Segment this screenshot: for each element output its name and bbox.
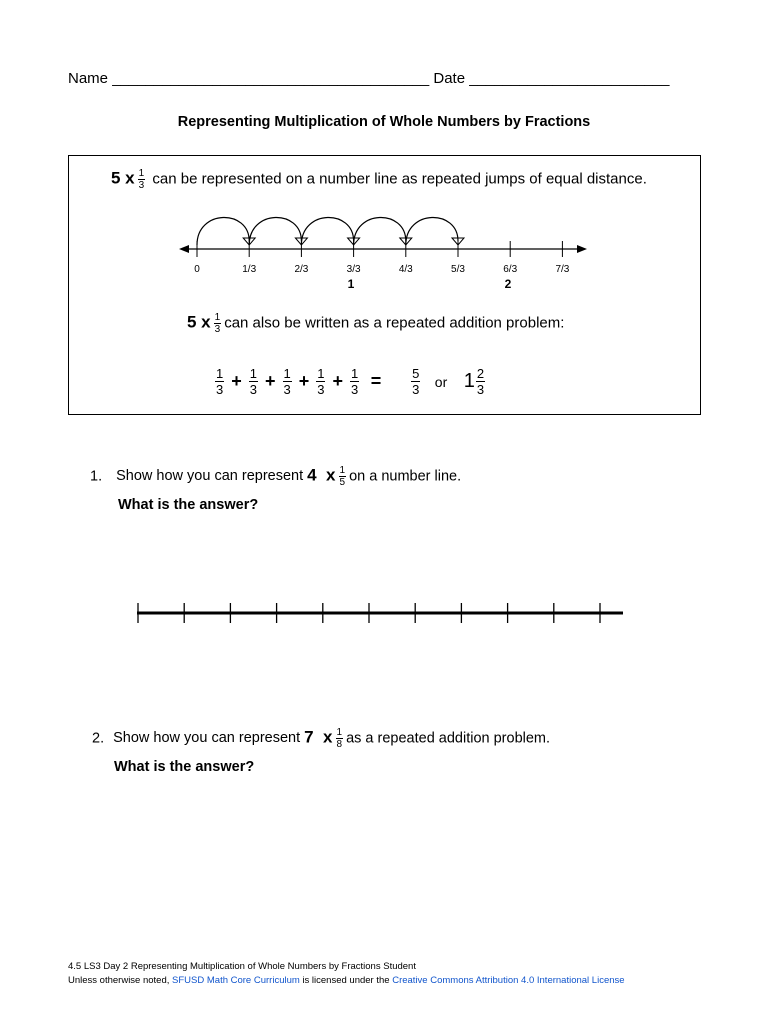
tick-label: 6/3: [503, 264, 518, 275]
question-1-number: 1.: [90, 468, 103, 485]
example-intro: [111, 168, 647, 191]
example-intro-text: can be represented on a number line as repeated jumps of equal distance.: [152, 170, 647, 188]
date-field[interactable]: ________________________: [469, 70, 670, 87]
whole-label-2: 2: [504, 277, 512, 291]
mixed-fraction: $\frac{2}{3}$: [476, 366, 485, 397]
footer-line-2: [68, 975, 625, 986]
example-addition-text: can also be written as a repeated addition problem:: [224, 314, 565, 332]
example-number-line: [179, 201, 599, 293]
mixed-whole: 1: [463, 370, 475, 392]
example-fraction: $\frac{1}{3}$: [138, 168, 145, 191]
jump-arc: [249, 217, 301, 245]
tick-label: 7/3: [555, 264, 570, 275]
footer-text-a: Unless otherwise noted,: [68, 975, 170, 986]
question-1-text-after: on a number line.: [349, 468, 462, 485]
plus-sign: +: [264, 371, 276, 391]
tick-marks: [194, 241, 570, 275]
whole-label-1: 1: [347, 277, 355, 291]
name-field[interactable]: ______________________________________: [112, 70, 430, 87]
question-1-answer-prompt: What is the answer?: [118, 497, 259, 513]
result-fraction: $\frac{5}{3}$: [412, 366, 420, 397]
jump-arc: [354, 217, 406, 245]
example-box: [68, 155, 701, 415]
example-whole: 5 x: [111, 168, 135, 188]
plus-sign: +: [231, 371, 242, 391]
name-date-header: [68, 70, 669, 87]
addend-fraction: $\frac{1}{3}$: [249, 366, 257, 397]
jump-arc: [406, 217, 458, 245]
addend-fraction: $\frac{1}{3}$: [351, 366, 359, 397]
example-whole-2: 5 x: [187, 312, 211, 332]
jump-arcs: [197, 217, 464, 245]
equals-sign: =: [370, 371, 382, 391]
tick-label: 4/3: [398, 264, 413, 275]
tick-label: 5/3: [451, 264, 465, 275]
right-arrow-icon: [577, 245, 587, 253]
left-arrow-icon: [179, 245, 189, 253]
question-2-answer-prompt: What is the answer?: [114, 759, 255, 775]
tick-label: 3/3: [346, 264, 361, 275]
name-label: Name: [68, 70, 109, 87]
addend-fraction: $\frac{1}{3}$: [283, 366, 291, 397]
jump-arc: [301, 217, 353, 245]
creative-commons-link[interactable]: Creative Commons Attribution 4.0 International License: [392, 975, 625, 986]
example-fraction-2: $\frac{1}{3}$: [214, 312, 221, 335]
worksheet-title: Representing Multiplication of Whole Numbers by Fractions: [177, 114, 591, 130]
tick-label: 1/3: [242, 264, 257, 275]
sfusd-curriculum-link[interactable]: SFUSD Math Core Curriculum: [172, 975, 300, 986]
plus-sign: +: [332, 371, 343, 391]
jump-arc: [197, 217, 249, 245]
question-1-fraction: $\frac{1}{5}$: [339, 465, 346, 488]
question-2-whole: 7 x: [304, 727, 333, 747]
equation-terms: [211, 366, 363, 397]
repeated-addition-equation: [211, 366, 489, 397]
question-2-text: Show how you can represent: [113, 730, 301, 747]
example-addition-intro: [187, 312, 564, 335]
footer-line-1: 4.5 LS3 Day 2 Representing Multiplication of Whole Numbers by Fractions Student: [68, 961, 416, 972]
date-label: Date: [433, 70, 466, 87]
footer-text-b: is licensed under the: [302, 975, 390, 986]
question-2-number: 2.: [92, 730, 105, 747]
question-1-number-line[interactable]: [134, 600, 628, 626]
addend-fraction: $\frac{1}{3}$: [216, 366, 224, 397]
question-2-fraction: $\frac{1}{8}$: [336, 727, 343, 750]
question-2-text-after: as a repeated addition problem.: [346, 730, 551, 747]
tick-label: 0: [194, 264, 200, 275]
addend-fraction: $\frac{1}{3}$: [317, 366, 325, 397]
question-1: [90, 465, 461, 488]
or-text: or: [434, 373, 448, 390]
plus-sign: +: [298, 371, 310, 391]
question-1-text: Show how you can represent: [116, 468, 304, 485]
question-1-whole: 4 x: [307, 465, 336, 485]
tick-label: 2/3: [294, 264, 309, 275]
question-2: [92, 727, 550, 750]
